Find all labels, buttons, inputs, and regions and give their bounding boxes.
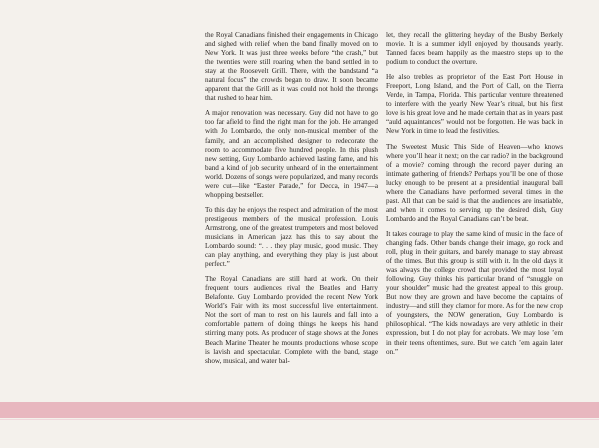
- decorative-pink-band: [0, 402, 599, 418]
- paragraph: the Royal Canadians finished their engagements in Chicago and sighed with relief when the band finally moved on to New York. It was just three weeks before “the crash,” but the twenties were still roaring when the band settled in to stay at the Roosevelt Grill. There, with the bandstand “a natural focus” the crowds began to draw. It soon became apparent that the Grill as it was could not hold the throngs that rushed to hear him.: [205, 31, 378, 103]
- paragraph: let, they recall the glittering heyday of the Busby Berkely movie. It is a summer idyll enjoyed by thousands yearly. Tanned faces beam happily as the maestro steps up to the podium to conduct the overture.: [386, 31, 563, 67]
- decorative-band-edge: [0, 419, 599, 420]
- paragraph: The Sweetest Music This Side of Heaven—who knows where you’ll hear it next; on the car radio? in the background of a movie? coming through the record payer during an intimate gathering of friends? Perhaps you’ll be one of those lucky enough to be present at a presidential inaugural ball where the Canadians have performed several times in the past. All that can be said is that the audiences are insatiable, and when it comes to serving up the desired dish, Guy Lombardo and the Royal Canadians can’t be beat.: [386, 142, 563, 223]
- left-text-column: [205, 31, 378, 372]
- paragraph: The Royal Canadians are still hard at work. On their frequent tours audiences rival the Beatles and Harry Belafonte. Guy Lombardo provided the recent New York World’s Fair with its most successful live entertainment. Not the sort of man to rest on his laurels and fall into a comfortable pattern of doing things he keeps his hand stirring many pots. As producer of stage shows at the Jones Beach Marine Theater he mounts productions whose scope is lavish and spectacular. Complete with the band, stage show, musical, and water bal-: [205, 275, 378, 365]
- paragraph: It takes courage to play the same kind of music in the face of changing fads. Other bands change their image, go rock and roll, plug in their guitars, and barely manage to stay abreast of the times. But this group is still with it. In the old days it was always the college crowd that provided the most loyal following. Guy thinks his particular brand of “snuggle on your shoulder” music had the greatest appeal to this group. But now they are grown and have become the captains of industry—and still they clamor for more. As for the new crop of youngsters, the NOW generation, Guy Lombardo is philosophical. “The kids nowadays are very athletic in their expression, but I do not play for acrobats. We may lose ’em in their teens oftentimes, sure. But we catch ’em again later on.”: [386, 229, 563, 356]
- right-text-column: [386, 31, 563, 363]
- paragraph: He also trebles as proprietor of the East Port House in Freeport, Long Island, and the Port of Call, on the Tierra Verde, in Tampa, Florida. This particular venture threatened to interfere with the yearly New Year’s ritual, but his first love is his great love and he made certain that as in years past “auld aquaintances” would not be forgotten. He was back in New York in time to lead the festivities.: [386, 73, 563, 136]
- paragraph: A major renovation was necessary. Guy did not have to go too far afield to find the right man for the job. He arranged with Jo Lombardo, the only non-musical member of the family, and an accomplished designer to redecorate the room to accommodate five hundred people. In this plush new setting, Guy Lombardo achieved lasting fame, and his band a kind of job security unheard of in the entertainment world. Dozens of songs were popularized, and many records were cut—like “Easter Parade,” for Decca, in 1947—a whopping bestseller.: [205, 109, 378, 199]
- paragraph: To this day he enjoys the respect and admiration of the most prestigeous members of the musical profession. Louis Armstrong, one of the greatest trumpeters and most beloved musicians in American jazz has this to say about the Lombardo sound: “. . . they play music, good music. They can play anything, and everything they play is just about perfect.”: [205, 205, 378, 269]
